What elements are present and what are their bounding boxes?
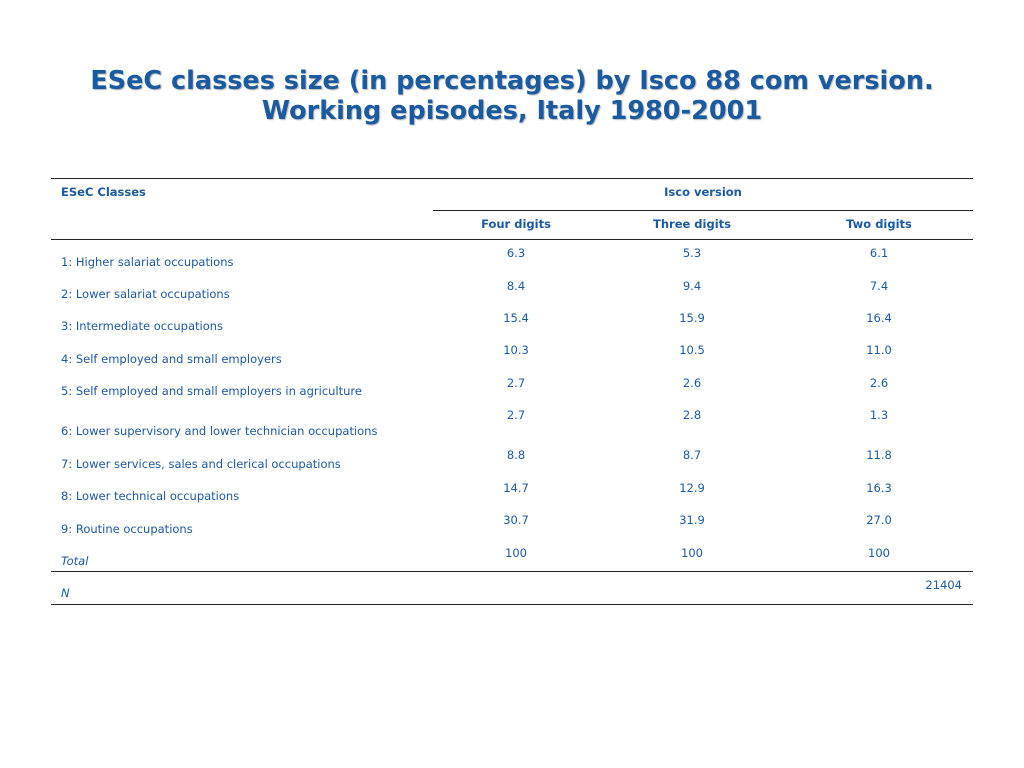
cell-two-digits: 11.8: [866, 448, 892, 462]
column-header-two-digits: Two digits: [846, 217, 912, 231]
isco-group-rule: [433, 210, 973, 211]
cell-four-digits: 14.7: [503, 481, 529, 495]
cell-two-digits: 16.4: [866, 311, 892, 325]
row-label: 1: Higher salariat occupations: [61, 255, 234, 269]
total-bottom-rule: [51, 571, 973, 572]
cell-two-digits: 27.0: [866, 513, 892, 527]
cell-three-digits: 2.8: [682, 408, 702, 422]
total-label: Total: [61, 554, 89, 568]
esec-table: [51, 178, 973, 606]
row-label: 6: Lower supervisory and lower technician occupations: [61, 424, 378, 438]
cell-three-digits: 8.7: [682, 448, 702, 462]
row-label: 8: Lower technical occupations: [61, 489, 240, 503]
cell-two-digits: 16.3: [866, 481, 892, 495]
total-three-digits: 100: [681, 546, 703, 560]
group-header-isco-version: Isco version: [664, 185, 742, 199]
cell-two-digits: 1.3: [869, 408, 889, 422]
cell-three-digits: 5.3: [682, 246, 702, 260]
row-label: 5: Self employed and small employers in agriculture: [61, 384, 362, 398]
total-four-digits: 100: [505, 546, 527, 560]
row-label: 7: Lower services, sales and clerical occupations: [61, 457, 341, 471]
cell-two-digits: 2.6: [869, 376, 889, 390]
n-label: N: [61, 586, 70, 600]
row-header-esec-classes: ESeC Classes: [61, 185, 146, 199]
cell-four-digits: 8.4: [506, 279, 526, 293]
slide-title: [40, 66, 984, 126]
cell-three-digits: 31.9: [679, 513, 705, 527]
cell-two-digits: 6.1: [869, 246, 889, 260]
cell-four-digits: 30.7: [503, 513, 529, 527]
column-header-four-digits: Four digits: [481, 217, 551, 231]
cell-four-digits: 15.4: [503, 311, 529, 325]
column-header-three-digits: Three digits: [653, 217, 731, 231]
header-bottom-rule: [51, 239, 973, 240]
table-top-rule: [51, 178, 973, 179]
cell-three-digits: 12.9: [679, 481, 705, 495]
total-two-digits: 100: [868, 546, 890, 560]
cell-four-digits: 2.7: [506, 408, 526, 422]
cell-four-digits: 10.3: [503, 343, 529, 357]
cell-two-digits: 7.4: [869, 279, 889, 293]
row-label: 9: Routine occupations: [61, 522, 193, 536]
row-label: 3: Intermediate occupations: [61, 319, 224, 333]
title-line-2: Working episodes, Italy 1980-2001: [261, 96, 763, 126]
cell-four-digits: 8.8: [506, 448, 526, 462]
cell-four-digits: 6.3: [506, 246, 526, 260]
cell-three-digits: 2.6: [682, 376, 702, 390]
cell-two-digits: 11.0: [866, 343, 892, 357]
title-line-1: ESeC classes size (in percentages) by Isco 88 com version.: [90, 66, 934, 96]
cell-three-digits: 15.9: [679, 311, 705, 325]
n-value: 21404: [925, 578, 962, 592]
cell-three-digits: 9.4: [682, 279, 702, 293]
table-bottom-rule: [51, 604, 973, 605]
cell-three-digits: 10.5: [679, 343, 705, 357]
cell-four-digits: 2.7: [506, 376, 526, 390]
row-label: 2: Lower salariat occupations: [61, 287, 230, 301]
row-label: 4: Self employed and small employers: [61, 352, 282, 366]
